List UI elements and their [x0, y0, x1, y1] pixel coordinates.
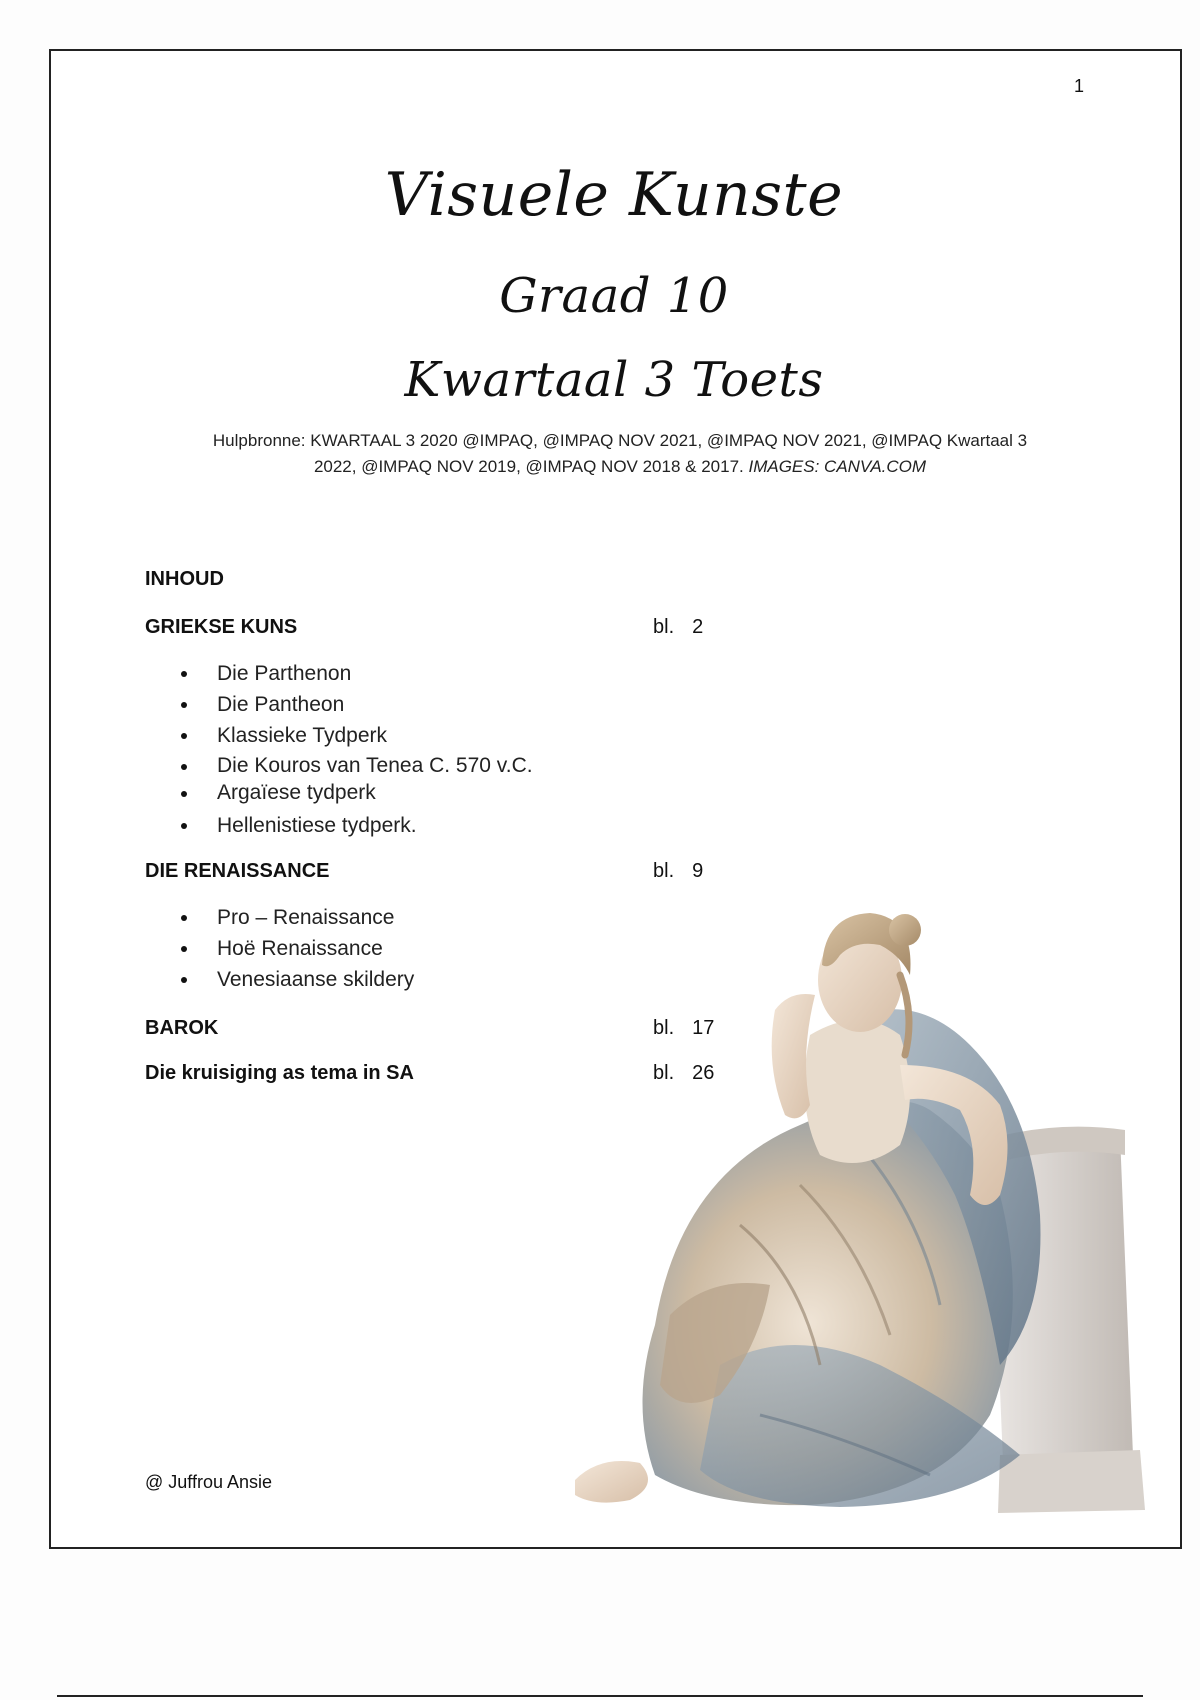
bullet-icon — [181, 946, 187, 952]
toc-section-items — [145, 902, 414, 995]
reclining-statue-icon — [560, 895, 1150, 1515]
bullet-icon — [181, 915, 187, 921]
bullet-icon — [181, 733, 187, 739]
page-title: Visuele Kunste — [384, 160, 844, 230]
page-prefix: bl. — [653, 616, 675, 638]
author-credit: @ Juffrou Ansie — [145, 1472, 273, 1492]
toc-section-items — [145, 658, 533, 841]
toc-section-title: BAROK — [145, 1017, 219, 1039]
bullet-icon — [181, 764, 187, 770]
bullet-icon — [181, 671, 187, 677]
list-item — [145, 810, 533, 841]
list-item — [145, 658, 533, 689]
list-item-text: Pro – Renaissance — [217, 906, 395, 929]
sources-note — [140, 428, 1100, 480]
grade-subtitle: Graad 10 — [499, 268, 729, 324]
toc-heading: INHOUD — [145, 568, 224, 590]
list-item-text: Venesiaanse skildery — [217, 968, 415, 991]
list-item-text: Klassieke Tydperk — [217, 724, 388, 747]
list-item-text: Die Pantheon — [217, 693, 345, 716]
list-item-text: Die Kouros van Tenea C. 570 v.C. — [217, 754, 533, 777]
list-item — [145, 751, 533, 780]
bullet-icon — [181, 823, 187, 829]
toc-section-title: Die kruisiging as tema in SA — [145, 1062, 414, 1084]
page-prefix: bl. — [653, 860, 675, 882]
sources-line-2-text: 2022, @IMPAQ NOV 2019, @IMPAQ NOV 2018 & 2017. — [313, 457, 749, 476]
bullet-icon — [181, 702, 187, 708]
list-item — [145, 964, 414, 995]
toc-section-title: GRIEKSE KUNS — [145, 616, 298, 638]
toc-section-title: DIE RENAISSANCE — [145, 860, 330, 882]
list-item-text: Die Parthenon — [217, 662, 352, 685]
list-item-text: Argaïese tydperk — [217, 781, 376, 804]
sources-line-2 — [140, 454, 1100, 480]
term-subtitle: Kwartaal 3 Toets — [404, 352, 824, 408]
list-item-text: Hoë Renaissance — [217, 937, 383, 960]
list-item — [145, 689, 533, 720]
list-item — [145, 933, 414, 964]
toc-section-page — [653, 616, 703, 639]
bullet-icon — [181, 977, 187, 983]
page-ref: 9 — [692, 860, 704, 882]
page-prefix: bl. — [653, 1062, 675, 1084]
bullet-icon — [181, 791, 187, 797]
page-ref: 17 — [692, 1017, 715, 1039]
list-item — [145, 902, 414, 933]
list-item — [145, 780, 533, 810]
page-ref: 26 — [692, 1062, 715, 1084]
list-item-text: Hellenistiese tydperk. — [217, 814, 417, 837]
bottom-rule — [57, 1695, 1143, 1697]
sources-line-1: Hulpbronne: KWARTAAL 3 2020 @IMPAQ, @IMPAQ NOV 2021, @IMPAQ NOV 2021, @IMPAQ Kwartaal 3 — [212, 431, 1028, 450]
sources-line-2-images: IMAGES: CANVA.COM — [748, 457, 927, 476]
page-number: 1 — [1074, 76, 1085, 96]
page-ref: 2 — [692, 616, 704, 638]
list-item — [145, 720, 533, 751]
page-prefix: bl. — [653, 1017, 675, 1039]
toc-section-page — [653, 860, 703, 883]
